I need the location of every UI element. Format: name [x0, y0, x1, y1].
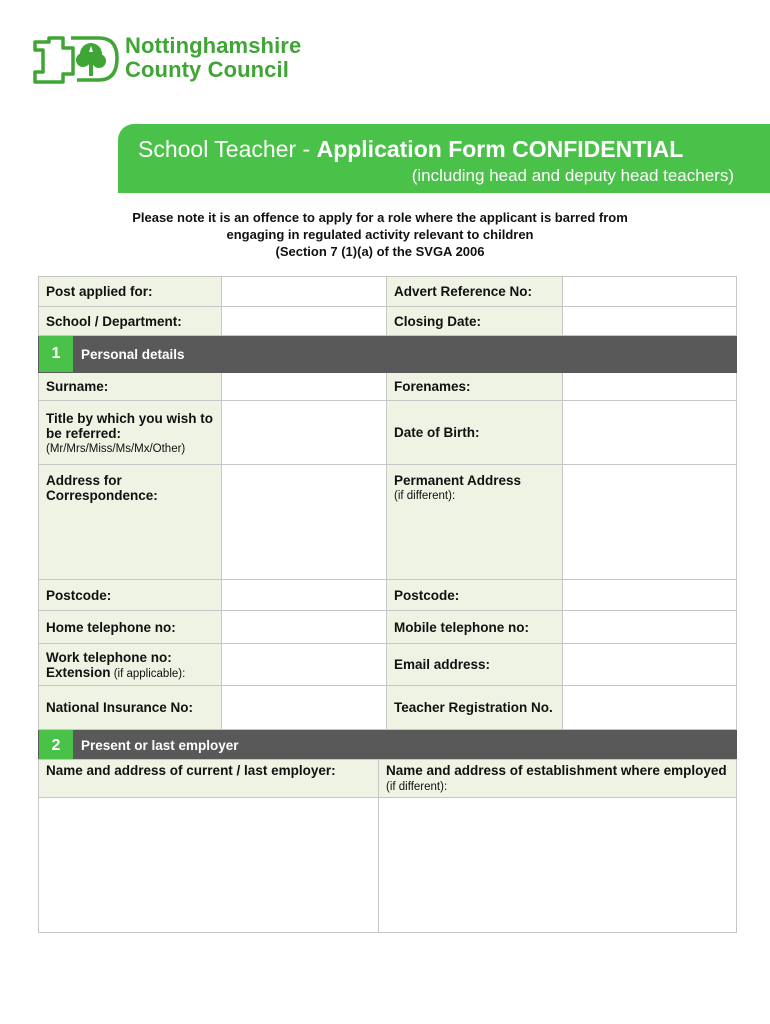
permanent-address-text: Permanent Address [394, 473, 522, 488]
post-applied-input[interactable] [222, 277, 387, 307]
form-row [39, 686, 737, 730]
section-number: 2 [39, 730, 73, 761]
title-label-text: Title by which you wish to be referred: [46, 410, 214, 441]
form-row [39, 644, 737, 686]
title-label [39, 401, 222, 465]
title-options-note: (Mr/Mrs/Miss/Ms/Mx/Other) [46, 442, 186, 455]
home-telephone-label: Home telephone no: [39, 611, 222, 644]
mobile-telephone-label: Mobile telephone no: [387, 611, 563, 644]
form-row [39, 580, 737, 611]
if-different-note: (if different): [394, 490, 456, 502]
advert-reference-input[interactable] [563, 277, 737, 307]
form-title-light: School Teacher - [138, 136, 317, 162]
mobile-telephone-input[interactable] [563, 611, 737, 644]
advert-reference-label: Advert Reference No: [387, 277, 563, 307]
national-insurance-label: National Insurance No: [39, 686, 222, 730]
establishment-input[interactable] [379, 798, 737, 933]
permanent-postcode-input[interactable] [563, 580, 737, 611]
work-telephone-input[interactable] [222, 644, 387, 686]
section-title: Present or last employer [81, 738, 239, 753]
correspondence-address-input[interactable] [222, 465, 387, 580]
school-department-label: School / Department: [39, 307, 222, 336]
national-insurance-input[interactable] [222, 686, 387, 730]
section-bar [39, 336, 737, 373]
current-employer-label: Name and address of current / last employer: [39, 760, 379, 798]
form-row [39, 277, 737, 307]
form-row [39, 798, 737, 933]
work-telephone-text: Work telephone no: [46, 649, 172, 665]
date-of-birth-input[interactable] [563, 401, 737, 465]
form-title-bold: Application Form CONFIDENTIAL [316, 136, 684, 162]
legal-notice [30, 209, 730, 260]
teacher-registration-label: Teacher Registration No. [387, 686, 563, 730]
surname-label: Surname: [39, 373, 222, 401]
forenames-label: Forenames: [387, 373, 563, 401]
school-department-input[interactable] [222, 307, 387, 336]
closing-date-input[interactable] [563, 307, 737, 336]
if-applicable-note: (if applicable): [110, 667, 186, 680]
closing-date-label: Closing Date: [387, 307, 563, 336]
email-address-label: Email address: [387, 644, 563, 686]
title-input[interactable] [222, 401, 387, 465]
establishment-label [379, 760, 737, 798]
establishment-note: (if different): [386, 781, 448, 793]
teacher-registration-input[interactable] [563, 686, 737, 730]
council-name-line2: County Council [125, 57, 289, 82]
council-logo [33, 34, 353, 86]
permanent-postcode-label: Postcode: [387, 580, 563, 611]
correspondence-address-label: Address for Correspondence: [39, 465, 222, 580]
extension-text: Extension [46, 664, 111, 680]
form-subtitle: (including head and deputy head teachers) [411, 166, 734, 185]
council-name [125, 34, 301, 82]
form-title [138, 136, 683, 163]
form-row [39, 401, 737, 465]
surname-input[interactable] [222, 373, 387, 401]
current-employer-input[interactable] [39, 798, 379, 933]
form-row [39, 307, 737, 336]
establishment-text: Name and address of establishment where employed [386, 763, 727, 778]
email-address-input[interactable] [563, 644, 737, 686]
section-number: 1 [39, 336, 73, 372]
form-row [39, 611, 737, 644]
forenames-input[interactable] [563, 373, 737, 401]
section-bar [39, 730, 737, 762]
postcode-input[interactable] [222, 580, 387, 611]
notice-line-3: (Section 7 (1)(a) of the SVGA 2006 [275, 244, 485, 259]
permanent-address-label [387, 465, 563, 580]
postcode-label: Postcode: [39, 580, 222, 611]
section-header-personal [39, 336, 737, 373]
employer-table [38, 759, 737, 933]
home-telephone-input[interactable] [222, 611, 387, 644]
notice-line-1: Please note it is an offence to apply for a role where the applicant is barred from [132, 210, 628, 225]
post-applied-label: Post applied for: [39, 277, 222, 307]
form-row [39, 465, 737, 580]
date-of-birth-label: Date of Birth: [387, 401, 563, 465]
council-name-line1: Nottinghamshire [125, 33, 302, 58]
section-title: Personal details [81, 346, 185, 362]
application-form-table [38, 276, 737, 762]
work-telephone-label [39, 644, 222, 686]
notice-line-2: engaging in regulated activity relevant to children [226, 227, 534, 242]
council-crest-icon [33, 34, 119, 84]
form-title-banner [118, 124, 770, 193]
section-header-employer [39, 730, 737, 762]
permanent-address-input[interactable] [563, 465, 737, 580]
form-row [39, 373, 737, 401]
form-row [39, 760, 737, 798]
